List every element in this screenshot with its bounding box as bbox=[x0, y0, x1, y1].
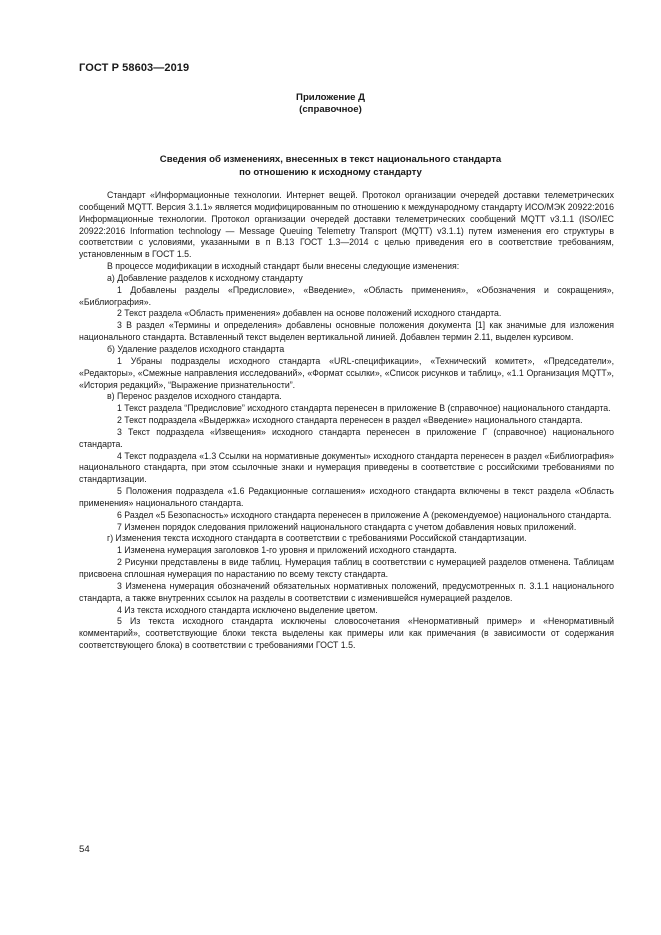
standard-designation: ГОСТ Р 58603—2019 bbox=[79, 62, 190, 74]
section-title bbox=[0, 153, 661, 179]
appendix-title: Приложение Д bbox=[296, 92, 365, 103]
paragraph: в) Перенос разделов исходного стандарта. bbox=[107, 391, 282, 402]
page-number: 54 bbox=[79, 844, 90, 855]
appendix-heading bbox=[0, 92, 661, 116]
list-item: 5 Из текста исходного стандарта исключены словосочетания «Ненормативный пример» и «Ненормативный комментарий», соответствующие блоки текста выделены как примеры или как примечания (в зависимости от содержания соответствующего блока) в соответствии с требованиями ГОСТ 1.5. bbox=[79, 616, 614, 651]
list-item: 4 Из текста исходного стандарта исключено выделение цветом. bbox=[117, 604, 378, 615]
appendix-note: (справочное) bbox=[299, 104, 362, 115]
list-item: 4 Текст подраздела «1.3 Ссылки на нормативные документы» исходного стандарта перенесен в раздел «Библиография» национального стандарта, при этом ссылочные знаки и нумерация приведены в соответствие с российскими требованиями по стандартизации. bbox=[79, 450, 614, 485]
list-item: 3 Текст подраздела «Извещения» исходного стандарта перенесен в приложение Г (справочное) национального стандарта. bbox=[79, 426, 614, 449]
section-title-line-2: по отношению к исходному стандарту bbox=[239, 167, 422, 178]
list-item: 3 В раздел «Термины и определения» добавлены основные положения документа [1] как значимые для изложения национального стандарта. Вставленный текст выделен вертикальной линией. Добавлен термин 2.11, выделен курсивом. bbox=[79, 320, 614, 343]
list-item: 7 Изменен порядок следования приложений национального стандарта с учетом добавления новых приложений. bbox=[117, 521, 577, 532]
list-item: 5 Положения подраздела «1.6 Редакционные соглашения» исходного стандарта включены в текст раздела «Область применения» национального стандарта. bbox=[79, 486, 614, 508]
list-item: 2 Текст подраздела «Выдержка» исходного стандарта перенесен в раздел «Введение» национального стандарта. bbox=[117, 415, 583, 426]
list-item: 1 Текст раздела “Предисловие” исходного стандарта перенесен в приложение В (справочное) национального стандарта. bbox=[117, 403, 611, 414]
paragraph: а) Добавление разделов к исходному стандарту bbox=[107, 272, 303, 283]
paragraph: Стандарт «Информационные технологии. Интернет вещей. Протокол организации очередей доставки телеметрических сообщений MQTT. Версия 3.1.1» является модифицированным по отношению к международному стандарту ИСО/МЭК 20922:2016 Информационные технологии. Протокол организации очередей доставки телеметрических сообщений MQTT v3.1.1 (ISO/IEC 20922:2016 Information technology — Message Queuing Telemetry Transport (MQTT) v3.1.1) путем изменения его структуры в соответствии с условиями, указанными в п B.13 ГОСТ 1.3—2014 с целью приведения его в соответствие требованиям, установленным в ГОСТ 1.5. bbox=[79, 190, 614, 260]
paragraph: В процессе модификации в исходный стандарт были внесены следующие изменения: bbox=[107, 261, 460, 272]
list-item: 1 Убраны подразделы исходного стандарта «URL-спецификации», «Технический комитет», «Председатели», «Редакторы», «Смежные направления исследований», «Формат ссылки», «Список рисунков и таблиц», «1.1 Организация MQTT», «История редакций», “Выражение признательности”. bbox=[79, 355, 614, 390]
list-item: 3 Изменена нумерация обозначений обязательных нормативных положений, предусмотренных п. 3.1.1 национального стандарта, а также внутренних ссылок на разделы в соответствии с изменившейся нумерацией разделов. bbox=[79, 580, 614, 603]
paragraph: б) Удаление разделов исходного стандарта bbox=[107, 343, 285, 354]
paragraph: г) Изменения текста исходного стандарта в соответствии с требованиями Российской стандартизации. bbox=[107, 533, 527, 544]
body-text bbox=[79, 190, 614, 652]
list-item: 1 Изменена нумерация заголовков 1-го уровня и приложений исходного стандарта. bbox=[117, 545, 457, 556]
list-item: 1 Добавлены разделы «Предисловие», «Введение», «Область применения», «Обозначения и сокращения», «Библиография». bbox=[79, 284, 614, 307]
list-item: 2 Рисунки представлены в виде таблиц. Нумерация таблиц в соответствии с нумерацией разделов отменена. Таблицам присвоена сплошная нумерация по нарастанию по всему тексту стандарта. bbox=[79, 557, 614, 579]
section-title-line-1: Сведения об изменениях, внесенных в текст национального стандарта bbox=[159, 154, 502, 165]
list-item: 6 Раздел «5 Безопасность» исходного стандарта перенесен в приложение А (рекомендуемое) национального стандарта. bbox=[117, 509, 612, 520]
list-item: 2 Текст раздела «Область применения» добавлен на основе положений исходного стандарта. bbox=[117, 308, 502, 319]
